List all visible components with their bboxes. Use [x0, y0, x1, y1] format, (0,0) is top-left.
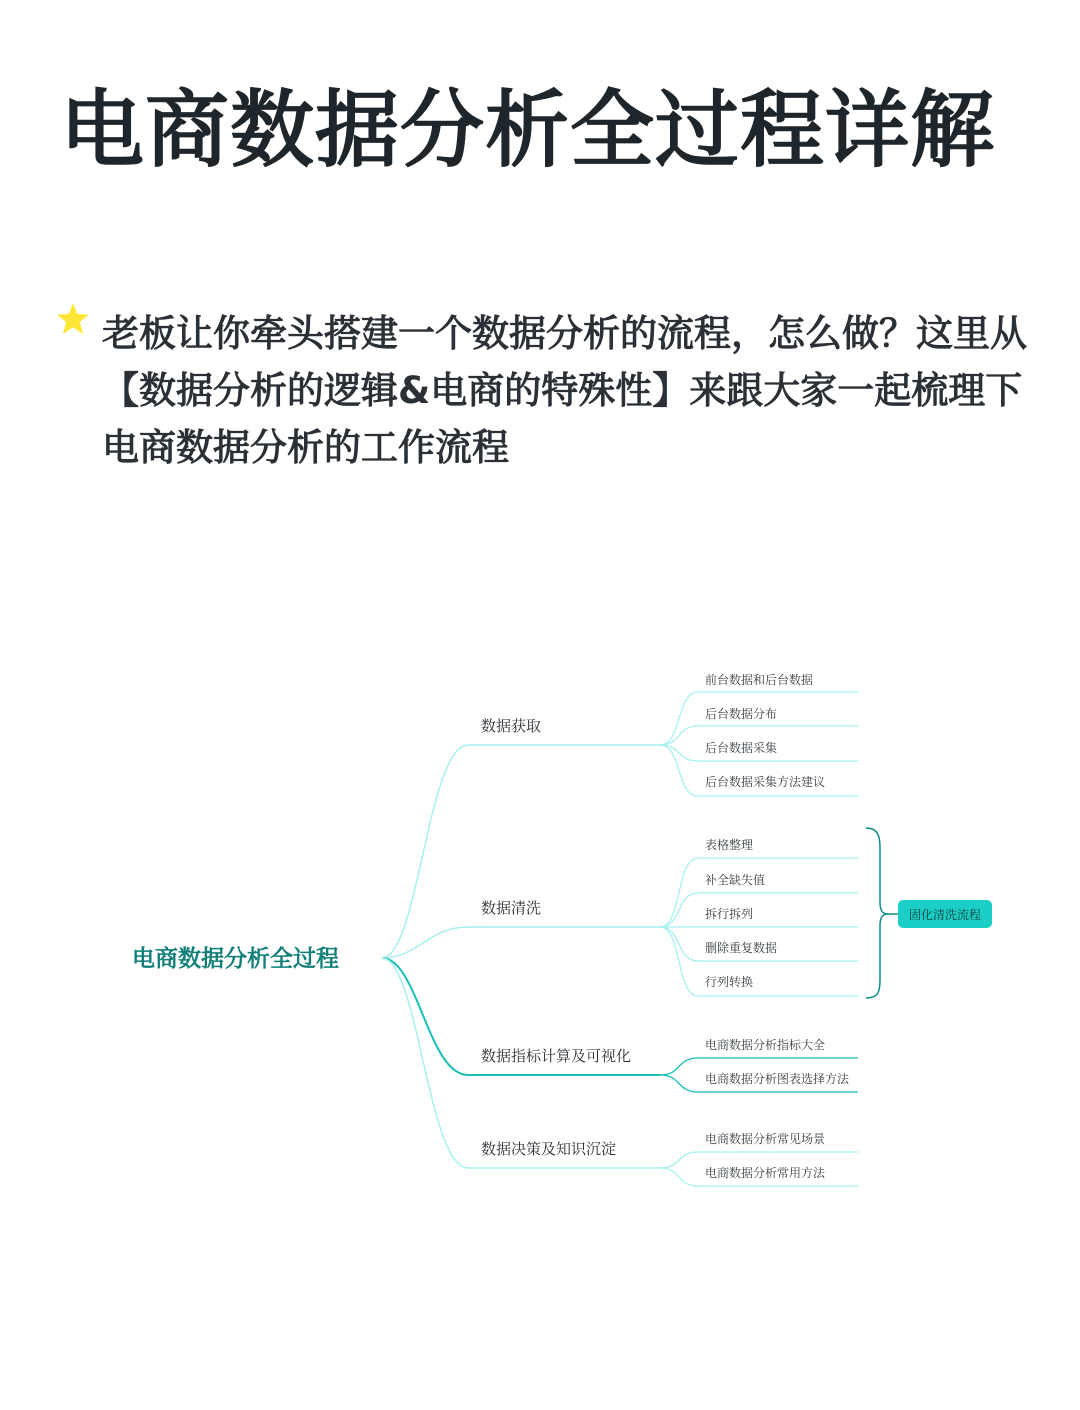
connector-root-branch-2 [382, 927, 468, 958]
leaf-label: 拆行拆列 [705, 907, 754, 921]
leaf-label: 删除重复数据 [705, 941, 778, 955]
leaf-label: 后台数据分布 [705, 707, 778, 721]
summary-tag: 固化清洗流程 [908, 908, 982, 922]
leaf-label: 行列转换 [705, 975, 754, 989]
connector-root-branch-1 [382, 745, 468, 958]
connector-root-branch-3 [382, 958, 468, 1075]
intro-text: 老板让你牵头搭建一个数据分析的流程，怎么做？这里从【数据分析的逻辑&电商的特殊性】来跟大家一起梳理下电商数据分析的工作流程 [102, 312, 1027, 469]
leaf-label: 电商数据分析常见场景 [705, 1132, 826, 1146]
connector-root-branch-4 [382, 958, 468, 1168]
leaf-label: 前台数据和后台数据 [705, 673, 814, 687]
branch-label-3: 数据指标计算及可视化 [481, 1047, 632, 1065]
leaf-label: 电商数据分析图表选择方法 [705, 1072, 850, 1086]
leaf-label: 后台数据采集 [705, 741, 778, 755]
leaf-label: 电商数据分析常用方法 [705, 1166, 826, 1180]
summary-bracket [866, 828, 888, 998]
branch-label-4: 数据决策及知识沉淀 [481, 1140, 617, 1158]
page-title: 电商数据分析全过程详解 [60, 81, 996, 179]
root-node: 电商数据分析全过程 [132, 946, 339, 972]
connector-leaf [660, 893, 858, 927]
leaf-label: 表格整理 [705, 838, 754, 852]
branch-label-1: 数据获取 [481, 717, 542, 735]
leaf-label: 补全缺失值 [705, 873, 766, 887]
branch-label-2: 数据清洗 [481, 899, 542, 917]
leaf-label: 后台数据采集方法建议 [705, 775, 826, 789]
leaf-label: 电商数据分析指标大全 [705, 1038, 826, 1052]
